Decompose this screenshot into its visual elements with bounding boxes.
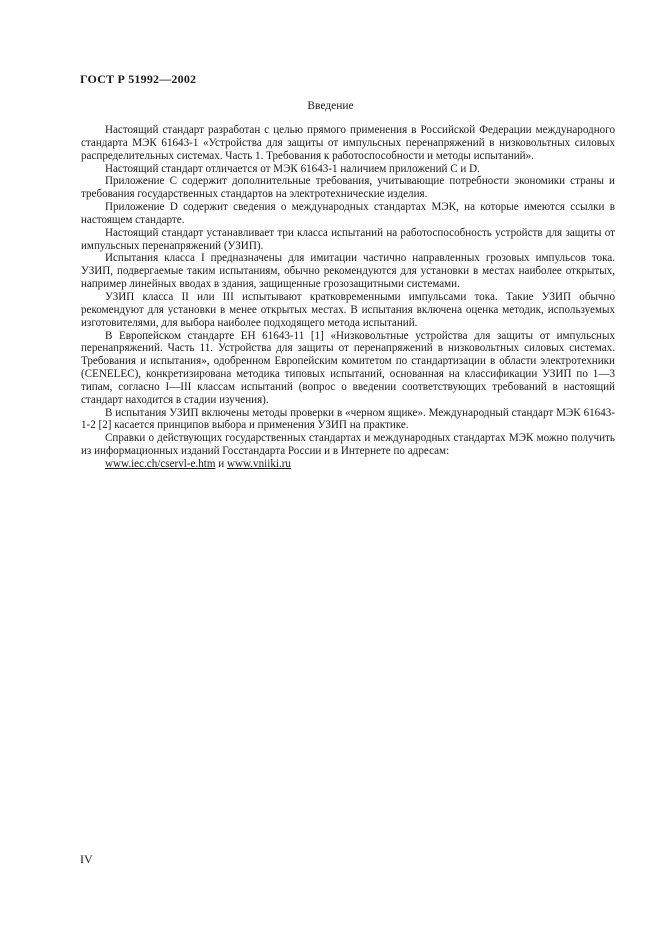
paragraph: Настоящий стандарт разработан с целью прямого применения в Российской Федерации международного стандарта МЭК 61643-1 «Устройства для защиты от импульсных перенапряжений в низковольтных силовых распределительных системах. Часть 1. Требования к работоспособности и методы испытаний». [81, 124, 615, 162]
link-separator: и [215, 457, 227, 470]
document-header: ГОСТ Р 51992—2002 [80, 72, 197, 86]
paragraph: Приложение D содержит сведения о международных стандартах МЭК, на которые имеются ссылки в настоящем стандарте. [81, 201, 615, 226]
paragraph: Настоящий стандарт отличается от МЭК 61643-1 наличием приложений С и D. [105, 162, 480, 175]
paragraph: В Европейском стандарте ЕН 61643-11 [1] «Низковольтные устройства для защиты от импульсных перенапряжений. Часть 11. Устройства для защиты от перенапряжений в низковольтных силовых системах. Требования и испытания», одобренном Европейским комитетом по стандартизации в области электротехники (CENELEC), конкретизирована методика типовых испытаний, основанная на классификации УЗИП по 1—3 типам, согласно I—III классам испытаний (вопрос о введении соответствующих требований в настоящий стандарт находится в стадии изучения). [81, 329, 615, 406]
links-line [81, 458, 615, 471]
section-title: Введение [307, 100, 354, 112]
paragraph: Испытания класса I предназначены для имитации частично направленных грозовых импульсов тока. УЗИП, подвергаемые таким испытаниям, обычно рекомендуются для установки в местах наиболее открытых, например линейных вводах в здания, защищенные грозозащитными системами. [81, 252, 615, 291]
iec-link[interactable]: www.iec.ch/cservl-e.htm [105, 457, 216, 470]
document-body [81, 124, 615, 471]
paragraph: Приложение С содержит дополнительные требования, учитывающие потребности экономики страны и требования государственных стандартов на электротехнические изделия. [81, 175, 615, 201]
paragraph: УЗИП класса II или III испытывают кратковременными импульсами тока. Такие УЗИП обычно рекомендуют для установки в менее открытых местах. В испытания включена оценка методик, используемых изготовителями, для выбора наиболее подходящего метода испытаний. [81, 290, 615, 329]
paragraph: В испытания УЗИП включены методы проверки в «черном ящике». Международный стандарт МЭК 61643-1-2 [2] касается принципов выбора и применения УЗИП на практике. [81, 406, 615, 432]
paragraph: Настоящий стандарт устанавливает три класса испытаний на работоспособность устройств для защиты от импульсных перенапряжений (УЗИП). [81, 226, 615, 252]
paragraph: Справки о действующих государственных стандартах и международных стандартах МЭК можно получить из информационных изданий Госстандарта России и в Интернете по адресам: [81, 432, 615, 458]
page-number: IV [80, 852, 93, 866]
vniiki-link[interactable]: www.vniiki.ru [226, 457, 291, 470]
